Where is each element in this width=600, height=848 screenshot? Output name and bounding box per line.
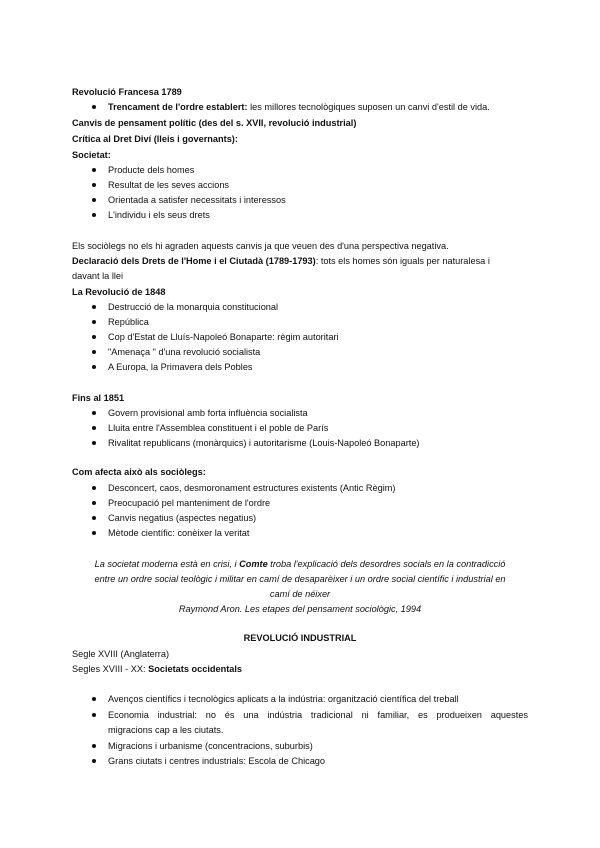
list-item: Grans ciutats i centres industrials: Escola de Chicago (108, 756, 326, 766)
quote-line-3: camí de néixer (269, 589, 331, 599)
list-item: Avenços científics i tecnològics aplicats a la indústria: organització científica del treball (108, 694, 459, 704)
line-declaracio-cont: davant la llei (72, 271, 124, 281)
bullet-icon (92, 105, 96, 109)
list-item: Producte dels homes (108, 165, 195, 175)
line-canvis-pensament: Canvis de pensament polític (des del s. XVII, revolució industrial) (72, 118, 357, 128)
list-item: Desconcert, caos, desmoronament estructures existents (Antic Règim) (108, 483, 396, 493)
heading-revolucio-francesa: Revolució Francesa 1789 (72, 87, 182, 97)
bullet-icon (92, 426, 96, 430)
bullet-icon (92, 213, 96, 217)
bullet-icon (92, 350, 96, 354)
list-item: Preocupació pel manteniment de l'ordre (108, 498, 271, 508)
bullet-icon (92, 168, 96, 172)
bullet-icon (92, 320, 96, 324)
bullet-icon (92, 713, 96, 717)
list-item (108, 101, 490, 113)
list-item: Mètode científic: conèixer la veritat (108, 528, 250, 538)
heading-revolucio-industrial: REVOLUCIÓ INDUSTRIAL (243, 633, 357, 643)
line-segle-xviii: Segle XVIII (Anglaterra) (72, 649, 170, 659)
bullet-icon (92, 516, 96, 520)
bullet-icon (92, 305, 96, 309)
paragraph-sociolegs: Els sociòlegs no els hi agraden aquests canvis ja que veuen des d'una perspectiva negativa. (72, 241, 449, 251)
list-item: Rivalitat republicans (monàrquics) i autoritarisme (Louis-Napoleó Bonaparte) (108, 438, 420, 448)
list-item: Destrucció de la monarquia constitucional (108, 302, 279, 312)
quote-source: Raymond Aron. Les etapes del pensament sociològic, 1994 (178, 604, 422, 614)
list-item: República (108, 317, 149, 327)
list-item: Economia industrial: no és una indústria tradicional ni familiar, es produeixen aquestes (108, 710, 528, 720)
quote-author-comte: Comte (239, 559, 268, 569)
segles-bold: Societats occidentals (148, 664, 243, 674)
declaracio-title: Declaració dels Drets de l'Home i el Ciutadà (1789-1793) (72, 256, 316, 266)
bullet-icon (92, 531, 96, 535)
list-item: Resultat de les seves accions (108, 180, 230, 190)
bullet-icon (92, 759, 96, 763)
bullet-icon (92, 501, 96, 505)
heading-revolucio-1848: La Revolució de 1848 (72, 287, 166, 297)
bullet-icon (92, 697, 96, 701)
segles-text: Segles XVIII - XX: (72, 664, 149, 674)
list-item-continuation: migracions cap a les ciutats. (108, 725, 224, 735)
bullet-icon (92, 335, 96, 339)
list-item: Govern provisional amb forta influència socialista (108, 408, 308, 418)
list-item: Migracions i urbanisme (concentracions, suburbis) (108, 741, 313, 751)
line-declaracio (72, 255, 490, 267)
list-item: Lluita entre l'Assemblea constituent i el poble de París (108, 423, 329, 433)
list-item-text: les millores tecnològiques suposen un canvi d'estil de vida. (247, 102, 490, 112)
line-segles-xviii-xx (72, 663, 242, 675)
bullet-icon (92, 183, 96, 187)
bullet-icon (92, 441, 96, 445)
list-item: Cop d'Estat de Lluís-Napoleó Bonaparte: règim autoritari (108, 332, 339, 342)
bullet-icon (92, 198, 96, 202)
heading-fins-1851: Fins al 1851 (72, 393, 125, 403)
bullet-icon (92, 744, 96, 748)
quote-text: troba l'explicació dels desordres socials en la contradicció (267, 559, 506, 569)
line-critica-dret-divi: Crítica al Dret Diví (lleis i governants): (72, 134, 238, 144)
line-societat: Societat: (72, 150, 111, 160)
quote-line-2: entre un ordre social teològic i militar en camí de desaparèixer i un ordre social científic i industrial en (94, 574, 506, 584)
list-item: Orientada a satisfer necessitats i interessos (108, 195, 286, 205)
quote-text: La societat moderna està en crisi, i (94, 559, 240, 569)
bullet-icon (92, 411, 96, 415)
list-item: L'individu i els seus drets (108, 210, 210, 220)
quote-line-1 (60, 558, 540, 570)
bullet-icon (92, 365, 96, 369)
declaracio-text: : tots els homes són iguals per naturalesa i (315, 256, 490, 266)
list-item: "Amenaça " d'una revolució socialista (108, 347, 261, 357)
heading-com-afecta: Com afecta això als sociòlegs: (72, 467, 206, 477)
list-item: Canvis negatius (aspectes negatius) (108, 513, 257, 523)
list-item-bold: Trencament de l'ordre establert: (108, 102, 248, 112)
bullet-icon (92, 486, 96, 490)
list-item: A Europa, la Primavera dels Pobles (108, 362, 253, 372)
